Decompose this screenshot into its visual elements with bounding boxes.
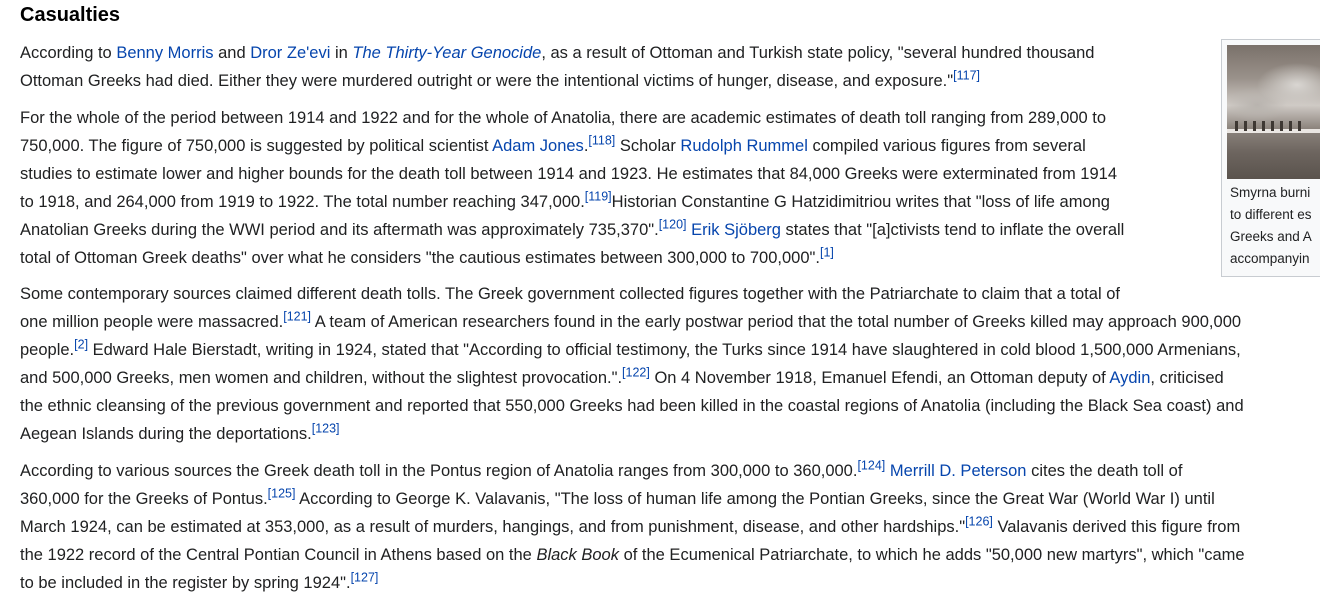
citation-link[interactable]: [124] bbox=[857, 458, 886, 473]
citation-link[interactable]: [127] bbox=[350, 570, 379, 585]
caption-line: Smyrna burni bbox=[1230, 185, 1311, 200]
text: Aegean Islands during the deportations. bbox=[20, 425, 312, 443]
text: Some contemporary sources claimed different death tolls. The Greek government collected figures together with the Patriarchate to claim that a total of bbox=[20, 285, 1120, 303]
citation bbox=[965, 515, 993, 529]
citation bbox=[283, 310, 311, 324]
line bbox=[20, 216, 1124, 244]
text: Scholar bbox=[615, 137, 681, 155]
caption-line: to different es bbox=[1230, 207, 1312, 222]
text: Ottoman Greeks had died. Either they were murdered outright or were the intentional victims of hunger, disease, and exposure." bbox=[20, 72, 954, 90]
link-benny-morris[interactable]: Benny Morris bbox=[116, 44, 214, 62]
text: , as a result of Ottoman and Turkish state policy, "several hundred thousand bbox=[541, 44, 1095, 62]
line bbox=[20, 420, 1244, 448]
line bbox=[20, 132, 1124, 160]
text: and bbox=[213, 44, 251, 62]
citation bbox=[622, 366, 650, 380]
line bbox=[20, 244, 1124, 272]
line bbox=[20, 104, 1124, 132]
line bbox=[20, 513, 1245, 541]
citation bbox=[953, 69, 980, 83]
link-dror-zeevi[interactable]: Dror Ze'evi bbox=[250, 44, 331, 62]
text: people. bbox=[20, 341, 75, 359]
text: 750,000. The figure of 750,000 is suggested by political scientist bbox=[20, 137, 493, 155]
citation-link[interactable]: [122] bbox=[622, 365, 650, 380]
line bbox=[20, 280, 1244, 308]
citation-link[interactable]: [118] bbox=[588, 133, 616, 148]
text: total of Ottoman Greek deaths" over what he considers "the cautious estimates between 300,000 to 700,000". bbox=[20, 249, 820, 267]
paragraph-1 bbox=[20, 39, 1094, 95]
caption-line: accompanyin bbox=[1230, 251, 1310, 266]
text: the ethnic cleansing of the previous government and reported that 550,000 Greeks had been killed in the coastal regions of Anatolia (including the Black Sea coast) and bbox=[20, 397, 1244, 415]
text: According to bbox=[20, 44, 117, 62]
text: On 4 November 1918, Emanuel Efendi, an Ottoman deputy of bbox=[649, 369, 1110, 387]
citation bbox=[585, 190, 612, 204]
text: cites the death toll of bbox=[1026, 462, 1183, 480]
link-erik-sjoberg[interactable]: Erik Sjöberg bbox=[691, 221, 781, 239]
citation-link[interactable]: [121] bbox=[283, 309, 312, 324]
photo-ships bbox=[1235, 121, 1305, 131]
citation bbox=[351, 571, 379, 585]
section-heading: Casualties bbox=[20, 4, 121, 26]
citation bbox=[857, 459, 885, 473]
text: According to George K. Valavanis, "The loss of human life among the Pontian Greeks, since the Great War (World War I) until bbox=[295, 490, 1215, 508]
citation-link[interactable]: [117] bbox=[953, 68, 980, 83]
italic-title: Black Book bbox=[536, 546, 619, 564]
text: states that "[a]ctivists tend to inflate the overall bbox=[780, 221, 1125, 239]
link-merrill-peterson[interactable]: Merrill D. Peterson bbox=[889, 462, 1027, 480]
text: According to various sources the Greek death toll in the Pontus region of Anatolia ranges from 300,000 to 360,000. bbox=[20, 462, 858, 480]
link-aydin[interactable]: Aydin bbox=[1109, 369, 1151, 387]
text: , criticised bbox=[1150, 369, 1224, 387]
text: to 1918, and 264,000 from 1919 to 1922. The total number reaching 347,000. bbox=[20, 193, 585, 211]
line bbox=[20, 336, 1244, 364]
text: and 500,000 Greeks, men women and children, without the slightest provocation.". bbox=[20, 369, 623, 387]
link-rudolph-rummel[interactable]: Rudolph Rummel bbox=[680, 137, 808, 155]
citation bbox=[659, 218, 687, 232]
link-adam-jones[interactable]: Adam Jones bbox=[492, 137, 584, 155]
smyrna-burning-photo[interactable] bbox=[1227, 45, 1320, 179]
text: the 1922 record of the Central Pontian Council in Athens based on the bbox=[20, 546, 537, 564]
line bbox=[20, 457, 1245, 485]
caption-line: Greeks and A bbox=[1230, 229, 1312, 244]
text: March 1924, can be estimated at 353,000, as a result of murders, hangings, and from punishment, disease, and other hardships." bbox=[20, 518, 966, 536]
text: compiled various figures from several bbox=[807, 137, 1086, 155]
text: one million people were massacred. bbox=[20, 313, 284, 331]
line bbox=[20, 67, 1094, 95]
text: studies to estimate lower and higher bounds for the death toll between 1914 and 1923. He estimates that 84,000 Greeks were exterminated from 1914 bbox=[20, 165, 1118, 183]
citation bbox=[268, 487, 296, 501]
line bbox=[20, 188, 1124, 216]
citation bbox=[820, 246, 834, 260]
text: to be included in the register by spring 1924". bbox=[20, 574, 351, 592]
citation-link[interactable]: [123] bbox=[311, 421, 340, 436]
text: Valavanis derived this figure from bbox=[992, 518, 1241, 536]
paragraph-4 bbox=[20, 457, 1245, 597]
paragraph-2 bbox=[20, 104, 1124, 272]
text: 360,000 for the Greeks of Pontus. bbox=[20, 490, 268, 508]
text: Edward Hale Bierstadt, writing in 1924, stated that "According to official testimony, the Turks since 1914 have slaughtered in cold blood 1,500,000 Armenians, bbox=[88, 341, 1241, 359]
citation-link[interactable]: [1] bbox=[819, 245, 834, 260]
line bbox=[20, 392, 1244, 420]
link-thirty-year-genocide[interactable]: The Thirty-Year Genocide bbox=[352, 44, 542, 62]
line bbox=[20, 485, 1245, 513]
text: Anatolian Greeks during the WWI period and its aftermath was approximately 735,370". bbox=[20, 221, 659, 239]
text: For the whole of the period between 1914 and 1922 and for the whole of Anatolia, there are academic estimates of death toll ranging from 289,000 to bbox=[20, 109, 1107, 127]
text: A team of American researchers found in the early postwar period that the total number of Greeks killed may approach 900,000 bbox=[311, 313, 1242, 331]
line bbox=[20, 364, 1244, 392]
text: Historian Constantine G Hatzidimitriou writes that "loss of life among bbox=[611, 193, 1110, 211]
image-thumbnail bbox=[1221, 39, 1320, 277]
citation-link[interactable]: [125] bbox=[267, 486, 296, 501]
image-caption bbox=[1230, 182, 1320, 270]
text: in bbox=[330, 44, 353, 62]
citation-link[interactable]: [119] bbox=[584, 189, 612, 204]
citation bbox=[74, 338, 88, 352]
line bbox=[20, 160, 1124, 188]
citation bbox=[588, 134, 615, 148]
line bbox=[20, 308, 1244, 336]
line bbox=[20, 541, 1245, 569]
paragraph-3 bbox=[20, 280, 1244, 448]
citation-link[interactable]: [120] bbox=[658, 217, 687, 232]
citation-link[interactable]: [2] bbox=[74, 337, 89, 352]
text: of the Ecumenical Patriarchate, to which he adds "50,000 new martyrs", which "came bbox=[618, 546, 1245, 564]
line bbox=[20, 569, 1245, 597]
citation bbox=[312, 422, 340, 436]
citation-link[interactable]: [126] bbox=[965, 514, 993, 529]
line bbox=[20, 39, 1094, 67]
text: . bbox=[583, 137, 589, 155]
